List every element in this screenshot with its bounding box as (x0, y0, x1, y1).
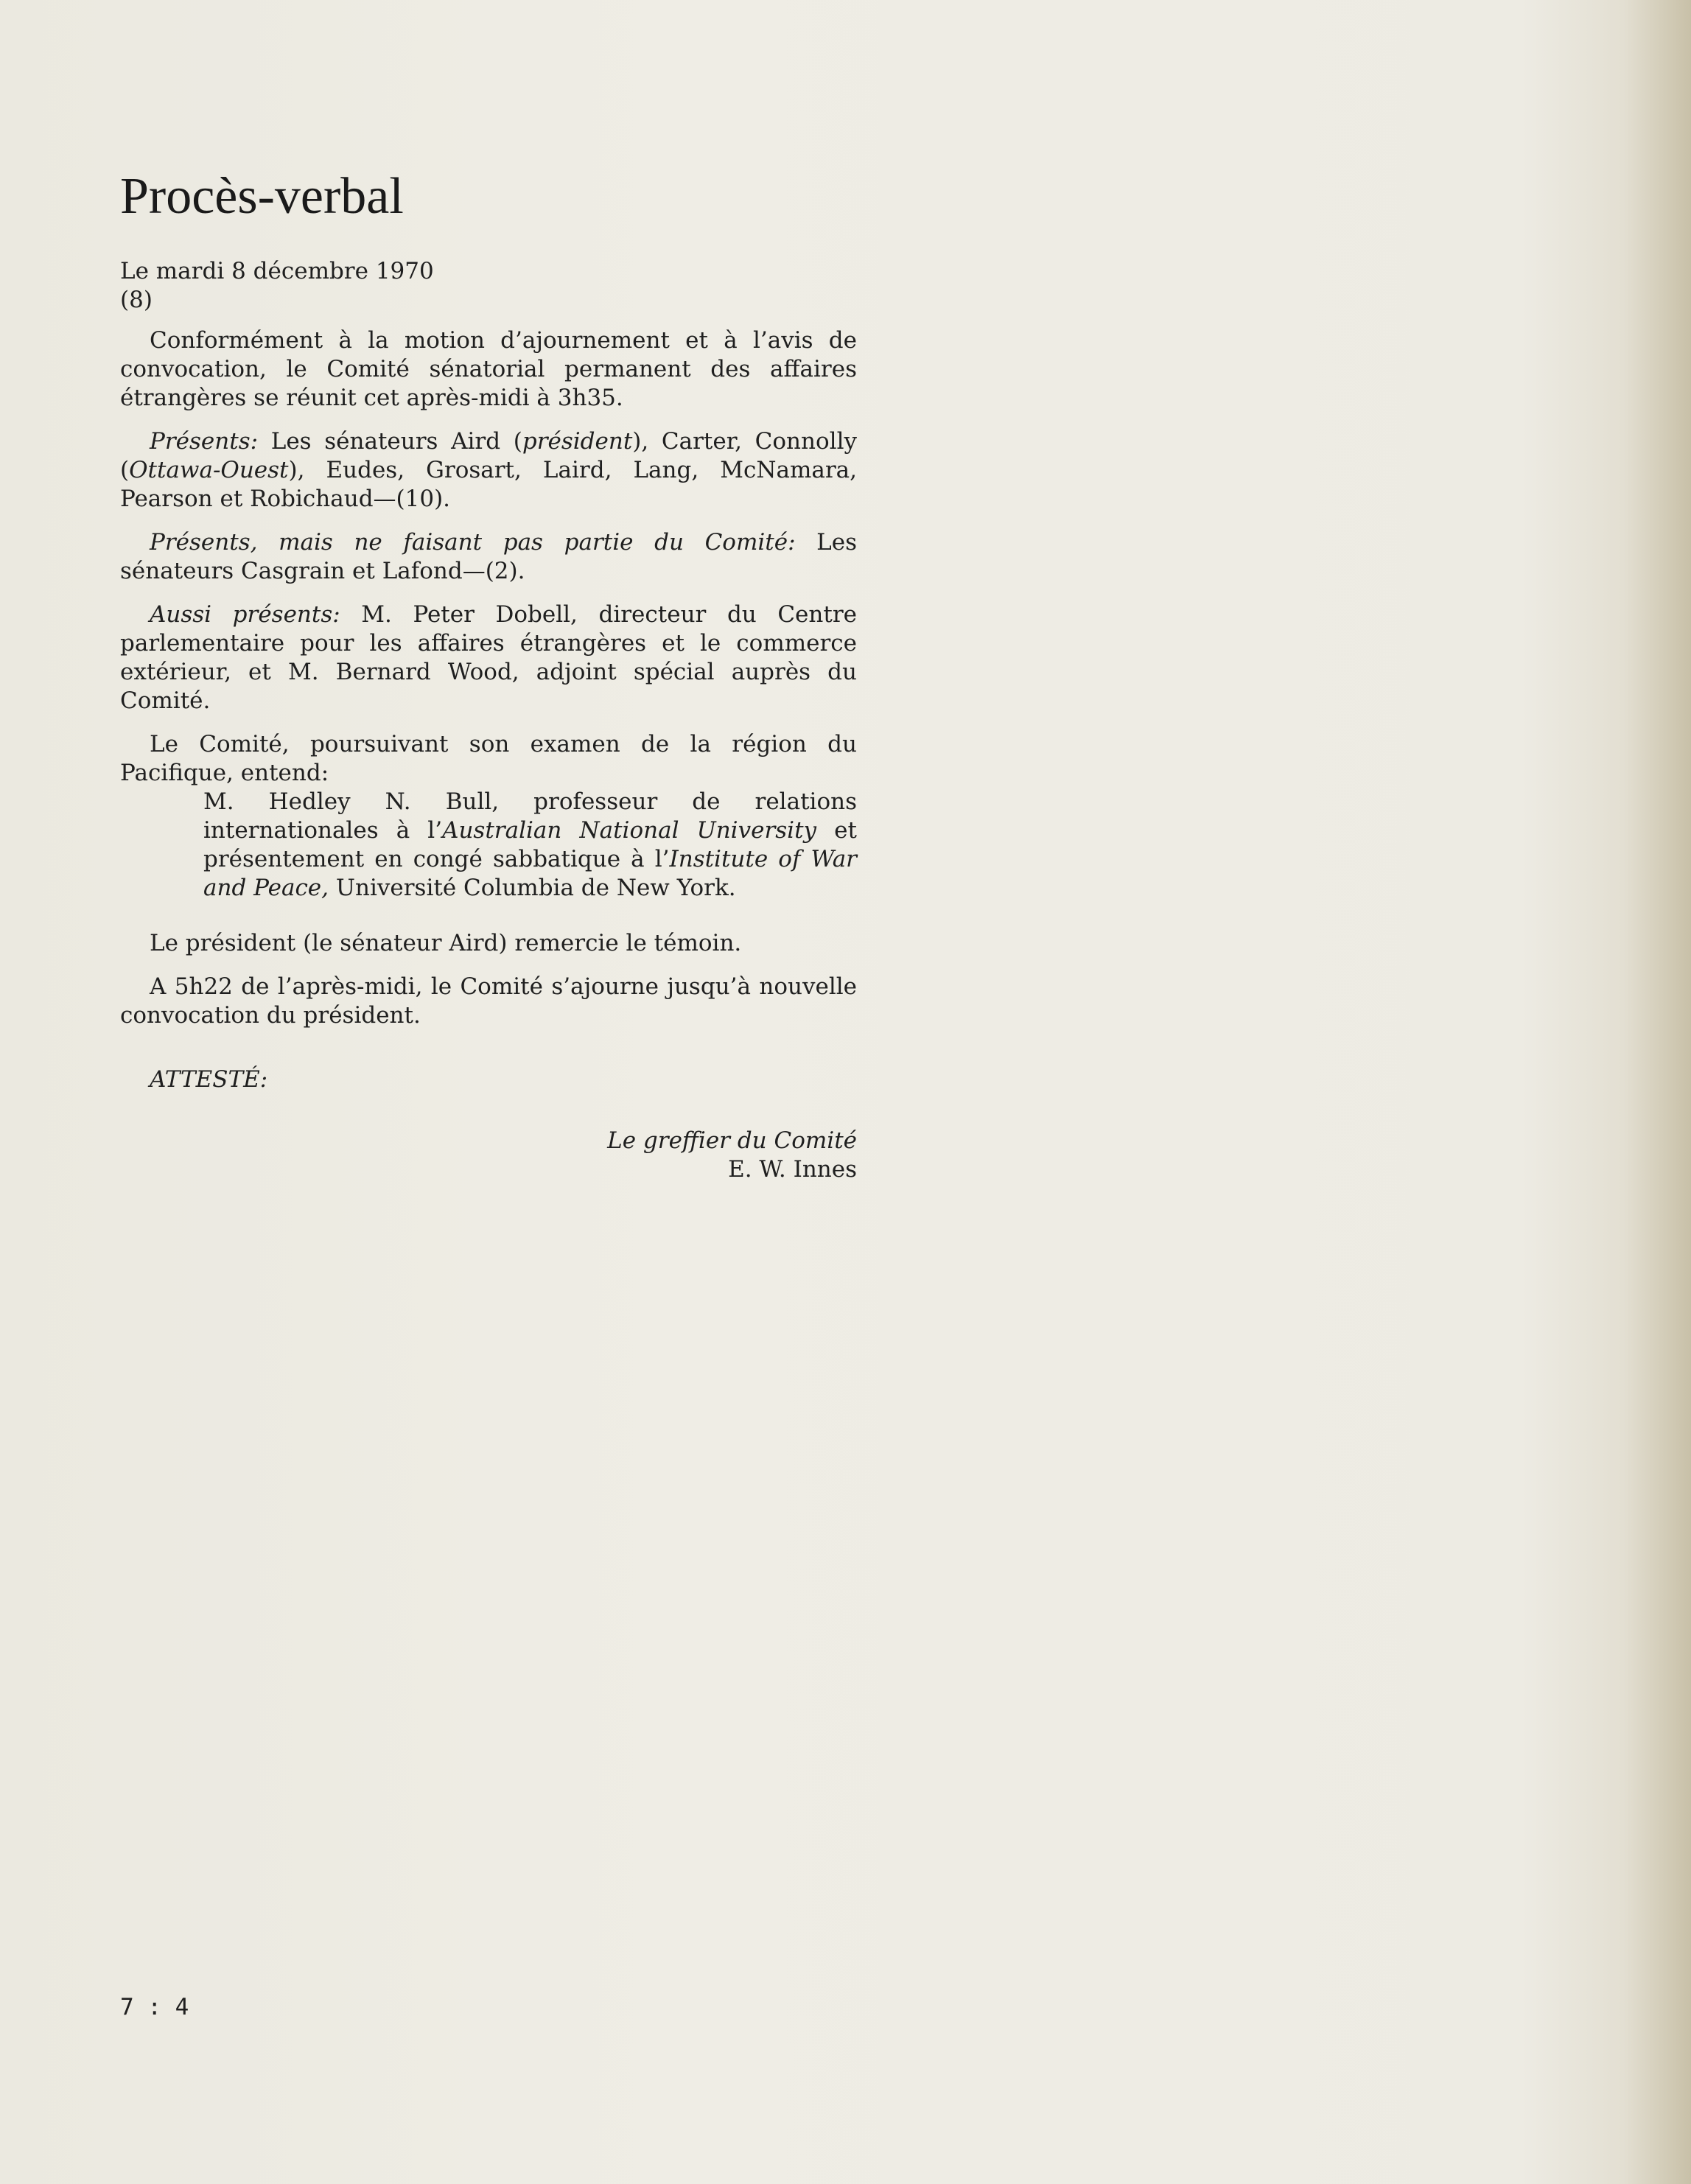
thanks-paragraph: Le président (le sénateur Aird) remercie le témoin. (150, 930, 742, 956)
document-column (120, 166, 857, 1184)
signature-name: E. W. Innes (728, 1156, 857, 1183)
nonmember-paragraph: Présents, mais ne faisant pas partie du Comité: Les sénateurs Casgrain et Lafond—(2). (120, 529, 857, 584)
committee-paragraph: Le Comité, poursuivant son examen de la région du Pacifique, entend: (120, 731, 857, 786)
present-label: Présents: (150, 428, 259, 455)
intro-paragraph: Conformément à la motion d’ajournement et à l’avis de convocation, le Comité sénatorial permanent des affaires étrangères se réunit cet après-midi à 3h35. (120, 327, 857, 411)
page-title: Procès-verbal (120, 168, 404, 225)
adjourn-paragraph: A 5h22 de l’après-midi, le Comité s’ajourne jusqu’à nouvelle convocation du président. (120, 973, 857, 1029)
page-folio: 7 : 4 (120, 1994, 189, 2020)
bleed-through-text (869, 151, 1643, 232)
signature-block (120, 1127, 857, 1184)
attest-label: ATTESTÉ: (150, 1066, 268, 1093)
signature-title: Le greffier du Comité (607, 1127, 857, 1154)
meeting-date: Le mardi 8 décembre 1970 (120, 258, 434, 284)
session-number: (8) (120, 287, 153, 313)
present-paragraph: Présents: Les sénateurs Aird (président), Carter, Connolly (Ottawa-Ouest), Eudes, Grosart, Laird, Lang, McNamara, Pearson et Robichaud—(10). (120, 428, 857, 512)
witness-paragraph: M. Hedley N. Bull, professeur de relations internationales à l’Australian National University et présentement en congé sabbatique à l’Institute of War and Peace, Université Columbia de New York. (203, 788, 857, 901)
also-present-label: Aussi présents: (150, 601, 340, 628)
nonmember-label: Présents, mais ne faisant pas partie du Comité: (150, 529, 796, 556)
also-present-paragraph: Aussi présents: M. Peter Dobell, directeur du Centre parlementaire pour les affaires étrangères et le commerce extérieur, et M. Bernard Wood, adjoint spécial auprès du Comité. (120, 601, 857, 714)
